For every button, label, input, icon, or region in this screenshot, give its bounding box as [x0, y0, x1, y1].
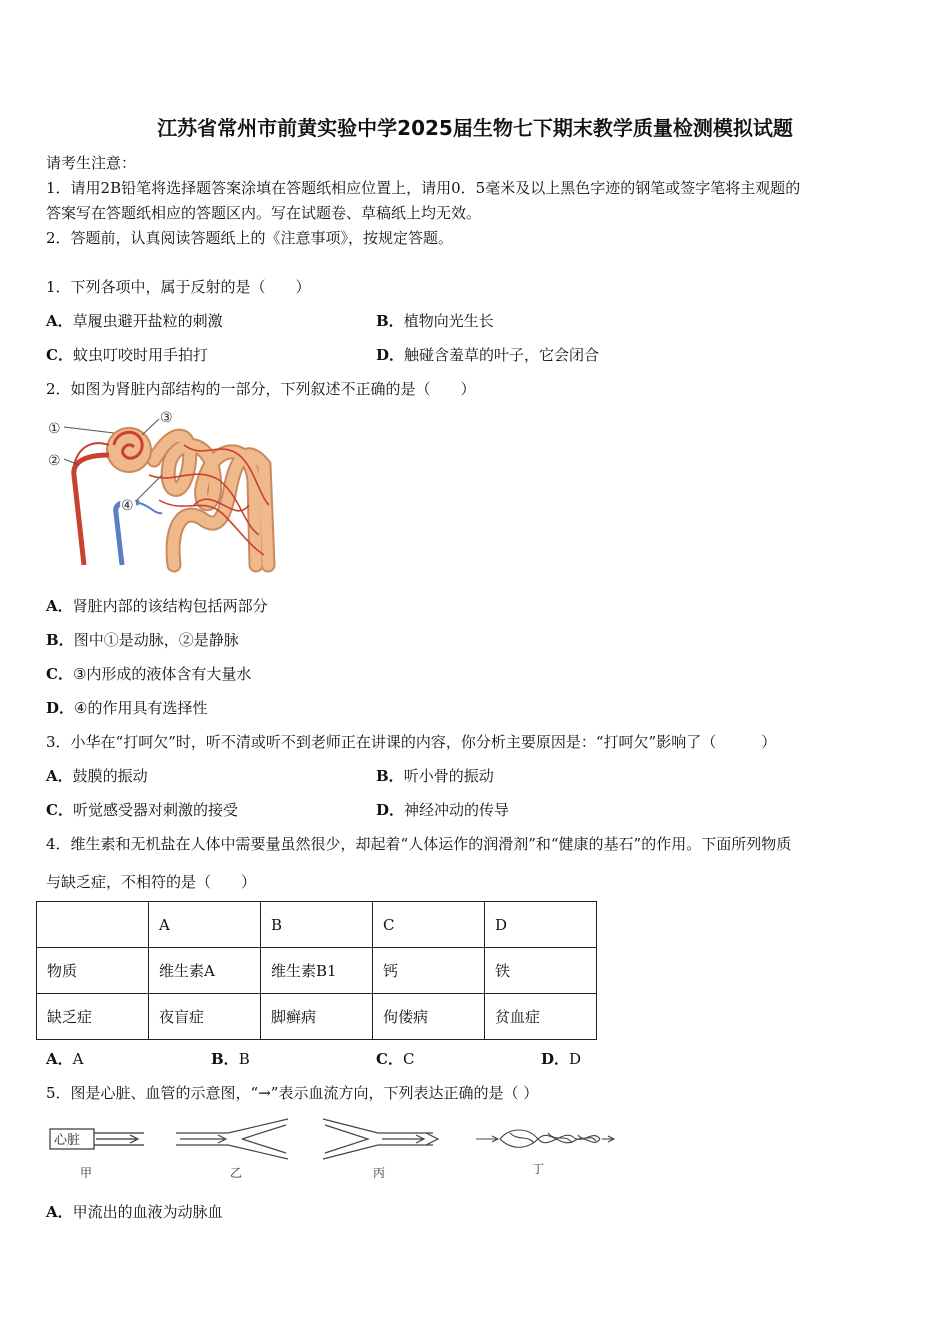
table-cell: D [485, 902, 597, 948]
notice-line-2: 答案写在答题纸相应的答题区内。写在试题卷、草稿纸上均无效。 [46, 204, 482, 222]
figure-label-4: ④ [121, 498, 134, 514]
figure-caption-jia: 甲 [80, 1166, 93, 1180]
q1-option-c [46, 344, 208, 365]
option-letter: B． [46, 631, 74, 649]
option-letter: C． [46, 801, 73, 819]
option-text: B [238, 1050, 250, 1068]
option-letter: C． [376, 1050, 403, 1068]
option-text: 甲流出的血液为动脉血 [72, 1203, 223, 1221]
option-letter: B． [211, 1050, 239, 1068]
table-cell: 缺乏症 [37, 994, 149, 1040]
figure-caption-ding: 丁 [532, 1162, 545, 1176]
q4-option-c [376, 1048, 414, 1069]
notice-line-3: 2．答题前，认真阅读答题纸上的《注意事项》，按规定答题。 [46, 229, 454, 247]
option-text: 植物向光生长 [403, 312, 494, 330]
notice-line-1: 1．请用2B铅笔将选择题答案涂填在答题纸相应位置上，请用0．5毫米及以上黑色字迹的钢笔或签字笔将主观题的 [46, 179, 801, 197]
figure-caption-yi: 乙 [230, 1166, 243, 1180]
option-text: ③内形成的液体含有大量水 [72, 665, 252, 683]
table-cell: 铁 [485, 948, 597, 994]
option-letter: A． [46, 1050, 73, 1068]
option-text: A [72, 1050, 84, 1068]
q4-stem-line-2: 与缺乏症，不相符的是（ ） [46, 873, 257, 891]
exam-title: 江苏省常州市前黄实验中学2025届生物七下期末教学质量检测模拟试题 [157, 116, 793, 140]
option-text: C [402, 1050, 415, 1068]
option-letter: D． [376, 801, 405, 819]
q4-option-a [46, 1048, 83, 1069]
option-letter: D． [46, 699, 75, 717]
figure-bing [323, 1119, 438, 1159]
table-cell: 贫血症 [485, 994, 597, 1040]
nephron-figure [44, 405, 274, 565]
q2-option-d [46, 697, 207, 718]
option-text: ④的作用具有选择性 [74, 699, 208, 717]
table-cell: 物质 [37, 948, 149, 994]
option-text: 神经冲动的传导 [404, 801, 510, 819]
heart-label: 心脏 [54, 1133, 81, 1148]
option-text: 草履虫避开盐粒的刺激 [72, 312, 223, 330]
option-letter: A． [46, 1203, 73, 1221]
option-letter: D． [376, 346, 405, 364]
option-letter: B． [376, 312, 404, 330]
glomerulus [107, 428, 151, 472]
option-letter: A． [46, 312, 73, 330]
figure-yi [176, 1119, 288, 1159]
table-row [37, 948, 597, 994]
q3-option-a [46, 765, 148, 786]
q4-option-b [211, 1048, 250, 1069]
q1-option-b [376, 310, 494, 331]
figure-label-3: ③ [160, 410, 173, 426]
table-cell: 脚癣病 [261, 994, 373, 1040]
table-cell: 夜盲症 [149, 994, 261, 1040]
figure-label-1: ① [48, 421, 61, 437]
table-cell: A [149, 902, 261, 948]
artery [74, 455, 109, 565]
option-text: 听觉感受器对刺激的接受 [72, 801, 238, 819]
option-text: 蚊虫叮咬时用手拍打 [72, 346, 208, 364]
q4-option-d [541, 1048, 581, 1069]
table-cell: 维生素A [149, 948, 261, 994]
q4-table [36, 901, 597, 1040]
option-letter: A． [46, 767, 73, 785]
option-letter: C． [46, 346, 73, 364]
q3-option-b [376, 765, 494, 786]
q3-stem: 3．小华在“打呵欠”时，听不清或听不到老师正在讲课的内容，你分析主要原因是：“打呵欠”影响了（ ） [46, 733, 777, 751]
q3-option-c [46, 799, 238, 820]
table-cell: 维生素B1 [261, 948, 373, 994]
option-text: 图中①是动脉，②是静脉 [73, 631, 239, 649]
table-cell: 佝偻病 [373, 994, 485, 1040]
option-letter: C． [46, 665, 73, 683]
option-letter: D． [541, 1050, 570, 1068]
option-text: 鼓膜的振动 [72, 767, 148, 785]
q2-option-b [46, 629, 239, 650]
table-row [37, 902, 597, 948]
option-letter: A． [46, 597, 73, 615]
q2-option-c [46, 663, 251, 684]
notice-heading: 请考生注意： [46, 154, 137, 172]
q2-stem: 2．如图为肾脏内部结构的一部分，下列叙述不正确的是（ ） [46, 380, 476, 398]
q4-stem-line-1: 4．维生素和无机盐在人体中需要量虽然很少，却起着“人体运作的润滑剂”和“健康的基石”的作用。下面所列物质 [46, 835, 792, 853]
q5-stem: 5．图是心脏、血管的示意图，“→”表示血流方向，下列表达正确的是（ ） [46, 1084, 539, 1102]
option-text: 触碰含羞草的叶子，它会闭合 [404, 346, 600, 364]
table-cell [37, 902, 149, 948]
option-text: D [569, 1050, 582, 1068]
figure-label-2: ② [48, 453, 61, 469]
q5-option-a [46, 1201, 223, 1222]
option-letter: B． [376, 767, 404, 785]
q3-option-d [376, 799, 509, 820]
q1-option-a [46, 310, 223, 331]
table-cell: 钙 [373, 948, 485, 994]
table-cell: B [261, 902, 373, 948]
figure-caption-bing: 丙 [373, 1166, 386, 1180]
option-text: 听小骨的振动 [403, 767, 494, 785]
option-text: 肾脏内部的该结构包括两部分 [72, 597, 268, 615]
table-row [37, 994, 597, 1040]
figure-ding [476, 1130, 614, 1147]
q2-option-a [46, 595, 268, 616]
table-cell: C [373, 902, 485, 948]
q1-stem: 1．下列各项中，属于反射的是（ ） [46, 278, 311, 296]
q1-option-d [376, 344, 599, 365]
heart-vessel-figure [48, 1115, 618, 1185]
